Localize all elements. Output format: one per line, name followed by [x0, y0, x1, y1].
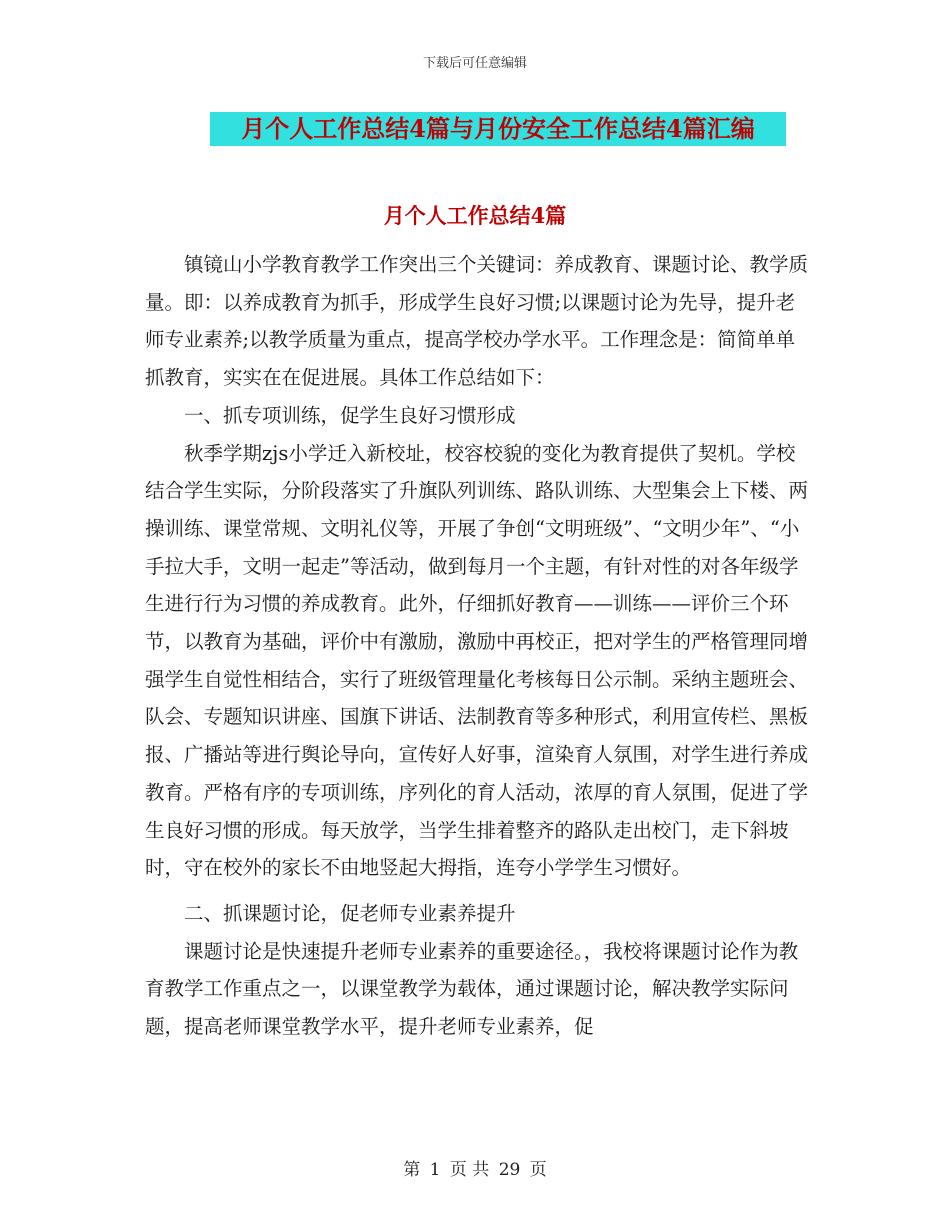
paragraph-intro: 镇镜山小学教育教学工作突出三个关键词：养成教育、课题讨论、教学质量。即：以养成教育为抓手，形成学生良好习惯;以课题讨论为先导，提升老师专业素养;以教学质量为重点，提高学校办学水平。工作理念是：简简单单抓教育，实实在在促进展。具体工作总结如下： — [145, 253, 809, 390]
document-body — [145, 246, 810, 1046]
page-footer — [0, 1155, 950, 1180]
paragraph-habits: 秋季学期zjs小学迁入新校址，校容校貌的变化为教育提供了契机。学校结合学生实际，分阶段落实了升旗队列训练、路队训练、大型集会上下楼、两操训练、课堂常规、文明礼仪等，开展了争创“文明班级”、“文明少年”、“小手拉大手，文明一起走”等活动，做到每月一个主题，有针对性的对各年级学生进行行为习惯的养成教育。此外，仔细抓好教育——训练——评价三个环节，以教育为基础，评价中有激励，激励中再校正，把对学生的严格管理同增强学生自觉性相结合，实行了班级管理量化考核每日公示制。采纳主题班会、队会、专题知识讲座、国旗下讲话、法制教育等多种形式，利用宣传栏、黑板报、广播站等进行舆论导向，宣传好人好事，渲染育人氛围，对学生进行养成教育。严格有序的专项训练，序列化的育人活动，浓厚的育人氛围，促进了学生良好习惯的形成。每天放学，当学生排着整齐的路队走出校门，走下斜坡时，守在校外的家长不由地竖起大拇指，连夸小学学生习惯好。 — [145, 441, 809, 880]
page-number: 1 — [429, 1160, 441, 1180]
footer-middle: 页 共 — [449, 1160, 490, 1180]
document-main-title: 月个人工作总结4篇与月份安全工作总结4篇汇编 — [210, 112, 786, 146]
footer-prefix: 第 — [403, 1160, 421, 1180]
header-note: 下载后可任意编辑 — [422, 56, 527, 71]
heading-one: 一、抓专项训练，促学生良好习惯形成 — [184, 403, 516, 427]
footer-suffix: 页 — [529, 1160, 547, 1180]
heading-two: 二、抓课题讨论，促老师专业素养提升 — [184, 901, 516, 925]
section-title: 月个人工作总结4篇 — [383, 203, 567, 228]
paragraph-research: 课题讨论是快速提升老师专业素养的重要途径。，我校将课题讨论作为教育教学工作重点之一，以课堂教学为载体，通过课题讨论，解决教学实际问题，提高老师课堂教学水平，提升老师专业素养，促 — [145, 939, 799, 1039]
page-total: 29 — [498, 1160, 521, 1180]
